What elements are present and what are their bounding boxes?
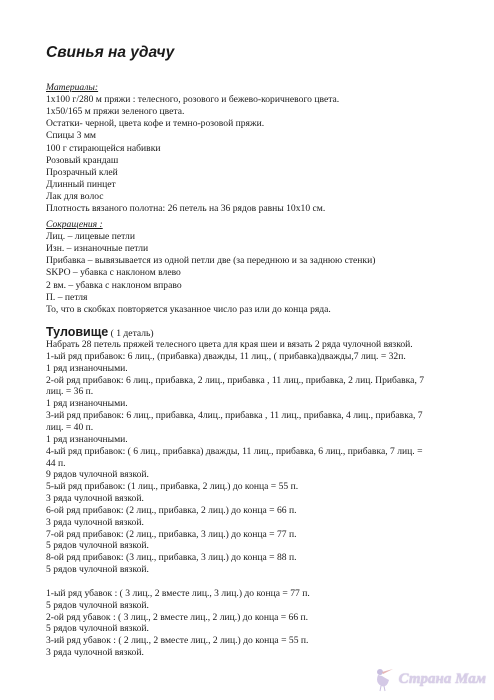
abbreviation-line: П. – петля: [46, 291, 88, 303]
materials-line: 100 г стирающейся набивки: [46, 142, 161, 154]
instruction-line: 1-ый ряд прибавок: 6 лиц., (прибавка) дважды, 11 лиц., ( прибавка)дважды,7 лиц. = 32п.: [46, 350, 406, 362]
materials-line: Длинный пинцет: [46, 179, 116, 191]
materials-line: Розовый крандаш: [46, 154, 119, 166]
section-heading-body: [46, 325, 154, 339]
instruction-line: 3-ий ряд прибавок: 6 лиц., прибавка, 4лиц., прибавка , 11 лиц., прибавка, 4 лиц., прибавка, 7: [46, 410, 423, 422]
abbreviation-line: Изн. – изнаночные петли: [46, 243, 149, 255]
materials-line: Лак для волос: [46, 191, 104, 203]
section-title: Туловище: [46, 325, 109, 339]
materials-line: Плотность вязаного полотна: 26 петель на 36 рядов равны 10х10 см.: [46, 203, 326, 215]
instruction-line: 5 рядов чулочной вязкой.: [46, 599, 149, 611]
instruction-line: Набрать 28 петель пряжей телесного цвета для края шеи и вязать 2 ряда чулочной вязкой.: [46, 339, 413, 350]
materials-line: Прозрачный клей: [46, 166, 118, 178]
instruction-line: 5 рядов чулочной вязкой.: [46, 623, 149, 635]
instruction-line: 3 ряда чулочной вязкой.: [46, 647, 144, 659]
abbreviation-line: SKPO – убавка с наклоном влево: [46, 267, 181, 279]
instruction-line: 7-ой ряд прибавок: (2 лиц., прибавка, 3 лиц.) до конца = 77 п.: [46, 528, 297, 540]
instruction-line: 1 ряд изнаночными.: [46, 398, 128, 410]
abbreviations-heading: Сокращения :: [46, 219, 103, 230]
abbreviation-line: Лиц. – лицевые петли: [46, 231, 135, 242]
instruction-line: 9 рядов чулочной вязкой.: [46, 469, 149, 481]
abbreviation-line: 2 вм. – убавка с наклоном вправо: [46, 279, 182, 291]
instruction-line: 4-ый ряд прибавок: ( 6 лиц., прибавка) дважды, 11 лиц., прибавка, 6 лиц., прибавка, 7 лиц. =: [46, 445, 423, 457]
instruction-line: 2-ой ряд прибавок: 6 лиц., прибавка, 2 лиц., прибавка , 11 лиц., прибавка, 2 лиц. Прибавка, 7: [46, 374, 425, 386]
materials-line: Остатки- черной, цвета кофе и темно-розовой пряжи.: [46, 118, 265, 130]
instruction-line: лиц. = 40 п.: [46, 421, 94, 433]
instruction-line: 3 ряда чулочной вязкой.: [46, 516, 144, 528]
instruction-line: 8-ой ряд прибавок: (3 лиц., прибавка, 3 лиц.) до конца = 88 п.: [46, 552, 297, 564]
instruction-line: 3 ряда чулочной вязкой.: [46, 493, 144, 505]
watermark-text: Страна Мам: [398, 670, 486, 687]
instruction-line: 5 рядов чулочной вязкой.: [46, 540, 149, 552]
stork-logo-icon: [373, 666, 395, 692]
materials-line: Спицы 3 мм: [46, 130, 96, 142]
instruction-line: 6-ой ряд прибавок: (2 лиц., прибавка, 2 лиц.) до конца = 66 п.: [46, 504, 297, 516]
instruction-line: 3-ий ряд убавок : ( 2 лиц., 2 вместе лиц., 2 лиц.) до конца = 55 п.: [46, 635, 309, 647]
materials-line: 1х100 г/280 м пряжи : телесного, розового и бежево-коричневого цвета.: [46, 94, 340, 105]
materials-heading: Материалы:: [46, 82, 99, 93]
abbreviation-line: То, что в скобках повторяется указанное число раз или до конца ряда.: [46, 303, 331, 315]
instruction-line: 44 п.: [46, 457, 66, 469]
watermark: [373, 666, 486, 692]
instruction-line: 5-ый ряд прибавок: (1 лиц., прибавка, 2 лиц.) до конца = 55 п.: [46, 481, 299, 493]
abbreviation-line: Прибавка – вывязывается из одной петли две (за переднюю и за заднюю стенки): [46, 255, 376, 267]
instruction-line: 1 ряд изнаночными.: [46, 433, 128, 445]
instruction-line: 1 ряд изнаночными.: [46, 362, 128, 374]
instruction-line: 2-ой ряд убавок : ( 3 лиц., 2 вместе лиц., 2 лиц.) до конца = 66 п.: [46, 611, 309, 623]
materials-line: 1х50/165 м пряжи зеленого цвета.: [46, 106, 185, 118]
section-note: ( 1 деталь): [110, 328, 154, 339]
instruction-line: 1-ый ряд убавок : ( 3 лиц., 2 вместе лиц., 3 лиц.) до конца = 77 п.: [46, 587, 310, 599]
page-title: Свинья на удачу: [46, 44, 175, 61]
instruction-line: лиц. = 36 п.: [46, 386, 94, 398]
instruction-line: 5 рядов чулочной вязкой.: [46, 564, 149, 576]
